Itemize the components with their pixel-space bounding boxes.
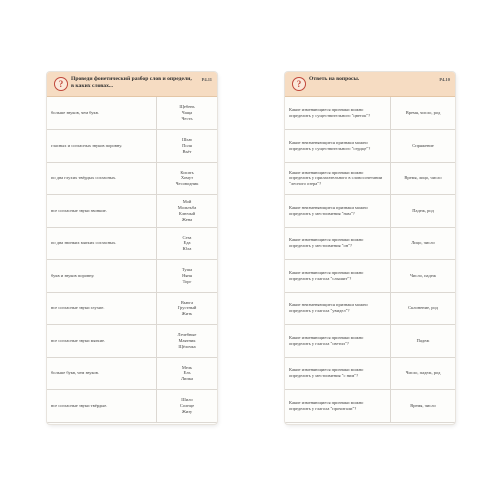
- answer-cell: Время, число: [391, 390, 456, 423]
- table-row: [47, 260, 217, 293]
- table-row: [285, 130, 455, 163]
- words-cell: [157, 97, 218, 130]
- task-cell: по два звонких мягких согласных.: [47, 227, 157, 260]
- questions-card: [285, 72, 455, 424]
- answer-cell: Склонение, род: [391, 292, 456, 325]
- card-header: [47, 72, 217, 97]
- word: Шило: [181, 397, 193, 403]
- words-cell: [157, 325, 218, 358]
- question-cell: Какие изменяющиеся признаки можно определить у местоимения "с ним"?: [285, 357, 391, 390]
- words-cell: [157, 162, 218, 195]
- table-row: [285, 325, 455, 358]
- card-code: Р4.11: [201, 77, 212, 82]
- word: Торг: [182, 278, 192, 284]
- task-cell: по два глухих твёрдых согласных.: [47, 162, 157, 195]
- word: Поля: [182, 142, 192, 148]
- table-row: [285, 195, 455, 228]
- task-cell: гласных и согласных звуков поровну.: [47, 130, 157, 163]
- question-cell: Какие изменяющиеся признаки можно определить у местоимения "он"?: [285, 227, 391, 260]
- question-cell: Какие неизменяющиеся признаки можно определить у местоимения "нам"?: [285, 195, 391, 228]
- words-cell: [157, 390, 218, 423]
- word: Юла: [182, 246, 192, 252]
- table-row: [47, 162, 217, 195]
- words-cell: [157, 292, 218, 325]
- table-row: [47, 227, 217, 260]
- answer-cell: Падеж: [391, 325, 456, 358]
- table-row: [285, 260, 455, 293]
- task-cell: все согласные звуки глухие.: [47, 292, 157, 325]
- question-cell: Какие изменяющиеся признаки можно определить у глагола "светил"?: [285, 325, 391, 358]
- answer-cell: Падеж, род: [391, 195, 456, 228]
- answer-cell: Число, падеж, род: [391, 357, 456, 390]
- table-row: [47, 97, 217, 130]
- table-row: [285, 390, 455, 423]
- word: Щебень: [179, 104, 195, 110]
- word: Мольтьба: [177, 204, 197, 210]
- word: Няня: [182, 272, 192, 278]
- question-icon: ?: [54, 77, 68, 91]
- word: Солнце: [179, 402, 195, 408]
- task-cell: больше звуков, чем букв.: [47, 97, 157, 130]
- word: Жена: [181, 216, 193, 222]
- question-cell: Какие неизменяющиеся признаки можно определить у глагола "увидел"?: [285, 292, 391, 325]
- card-code: Р4.10: [439, 77, 450, 82]
- words-cell: [157, 227, 218, 260]
- card-title: Проведи фонетический разбор слов и определи, в каких словах...: [71, 76, 192, 89]
- table-row: [285, 292, 455, 325]
- word: Кисать: [180, 169, 194, 175]
- table-row: [47, 130, 217, 163]
- table-row: [47, 390, 217, 423]
- word: Грустный: [177, 305, 197, 311]
- task-cell: больше букв, чем звуков.: [47, 357, 157, 390]
- word: Хомут: [180, 175, 194, 181]
- word: Шью: [182, 137, 192, 143]
- task-cell: все согласные звуки звонкие.: [47, 195, 157, 228]
- word: Мель: [181, 364, 193, 370]
- table-row: [285, 97, 455, 130]
- word: Сеза: [182, 234, 192, 240]
- question-cell: Какие неизменяющиеся признаки можно определить у существительного "сердце"?: [285, 130, 391, 163]
- word: Лечебные: [177, 332, 197, 338]
- word: Еда: [183, 240, 191, 246]
- words-cell: [157, 195, 218, 228]
- answer-cell: Время, лицо, число: [391, 162, 456, 195]
- answer-cell: Число, падеж: [391, 260, 456, 293]
- card-title: Ответь на вопросы.: [309, 76, 360, 82]
- phonetics-card: [47, 72, 217, 424]
- table-row: [47, 292, 217, 325]
- answer-cell: Спряжение: [391, 130, 456, 163]
- table-row: [285, 357, 455, 390]
- card-header: [285, 72, 455, 97]
- table-row: [47, 325, 217, 358]
- question-icon: ?: [292, 77, 306, 91]
- word: Маятник: [178, 337, 196, 343]
- word: Щёлочка: [178, 343, 196, 349]
- table-row: [47, 357, 217, 390]
- word: Ель: [183, 370, 191, 376]
- question-cell: Какие изменяющиеся признаки можно определить у глагола "слышит"?: [285, 260, 391, 293]
- words-cell: [157, 357, 218, 390]
- question-cell: Какие изменяющиеся признаки можно определить у прилагательного в словосочетании "лесного озера"?: [285, 162, 391, 195]
- word: Мой: [182, 199, 192, 205]
- question-cell: Какие изменяющиеся признаки можно определить у глагола "прочитали"?: [285, 390, 391, 423]
- question-cell: Какие изменяющиеся признаки можно определить у существительного "цветок"?: [285, 97, 391, 130]
- words-cell: [157, 260, 218, 293]
- word: Вьюга: [180, 299, 194, 305]
- word: Чаща: [181, 110, 193, 116]
- task-cell: все согласные звуки мягкие.: [47, 325, 157, 358]
- table-row: [285, 162, 455, 195]
- table-row: [285, 227, 455, 260]
- word: Ключый: [178, 210, 196, 216]
- word: Липка: [181, 376, 193, 382]
- word: Чесоводник: [175, 181, 199, 187]
- answer-cell: Время, число, род: [391, 97, 456, 130]
- task-cell: букв и звуков поровну.: [47, 260, 157, 293]
- word: Туша: [181, 267, 193, 273]
- word: Жизу: [181, 408, 193, 414]
- table-row: [47, 195, 217, 228]
- word: Честь: [181, 115, 193, 121]
- words-cell: [157, 130, 218, 163]
- word: Вьёт: [182, 148, 192, 154]
- word: Жить: [181, 311, 193, 317]
- questions-table: [285, 97, 455, 423]
- task-cell: все согласные звуки твёрдые.: [47, 390, 157, 423]
- phonetics-table: [47, 97, 217, 423]
- answer-cell: Лицо, число: [391, 227, 456, 260]
